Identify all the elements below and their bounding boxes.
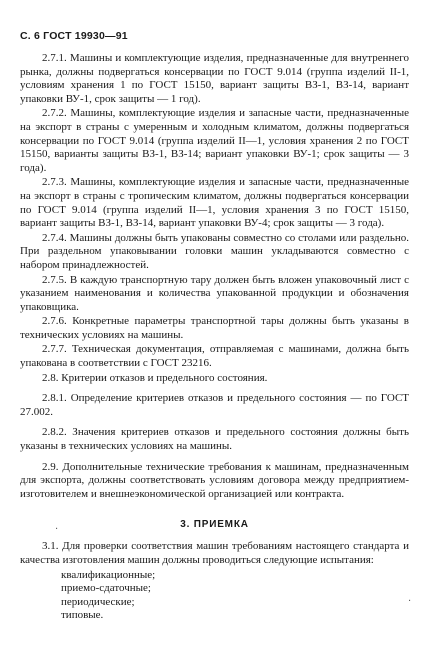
paragraph-2-7-5: 2.7.5. В каждую транспортную тару должен быть вложен упаковочный лист с указанием наименования и количества упакованной продукции и обозначения упаковщика.	[20, 273, 409, 313]
paragraph-2-8-1: 2.8.1. Определение критериев отказов и предельного состояния — по ГОСТ 27.002.	[20, 392, 409, 418]
list-item: приемо-сдаточные;	[61, 582, 151, 595]
document-body	[20, 52, 412, 623]
paragraph-2-7-7: 2.7.7. Техническая документация, отправляемая с машинами, должна быть упакована в соответствии с ГОСТ 23216.	[20, 343, 409, 370]
paragraph-2-7-1: 2.7.1. Машины и комплектующие изделия, предназначенные для внутреннего рынка, должны подвергаться консервации по ГОСТ 9.014 (группа изделий II-1, условиям хранения 1 по ГОСТ 15150, вариант защиты ВЗ-1, ВЗ-14, вариант упаковки ВУ-1, срок защиты — 1 год).	[20, 52, 409, 105]
test-types-list	[20, 568, 412, 623]
page-header: С. 6 ГОСТ 19930—91	[20, 30, 128, 42]
list-item: периодические;	[61, 595, 135, 608]
scan-speck: ·	[408, 596, 412, 607]
paragraph-2-7-3: 2.7.3. Машины, комплектующие изделия и запасные части, предназначенные на экспорт в страны с тропическим климатом, должны подвергаться консервации по ГОСТ 9.014 (группа изделий II—1, условия хранения 3 по ГОСТ 15150, вариант защиты ВЗ-1, ВЗ-14, вариант упаковки ВУ-4; срок защиты — 3 года).	[20, 176, 409, 230]
paragraph-2-9: 2.9. Дополнительные технические требования к машинам, предназначенным для экспорта, должны соответствовать условиям договора между предприятием-изготовителем и внешнеэкономической организацией или контракта.	[20, 460, 409, 500]
scan-speck: ·	[55, 524, 59, 535]
paragraph-2-7-4: 2.7.4. Машины должны быть упакованы совместно со столами или раздельно. При раздельном упаковывании головки машин укладываются совместно с набором принадлежностей.	[20, 231, 409, 271]
paragraph-2-8-2: 2.8.2. Значения критериев отказов и предельного состояния должны быть указаны в технических условиях на машины.	[20, 426, 409, 453]
section-title: 3. ПРИЕМКА	[180, 519, 249, 531]
paragraph-2-7-6: 2.7.6. Конкретные параметры транспортной тары должны быть указаны в технических условиях на машины.	[20, 315, 409, 341]
paragraph-2-8: 2.8. Критерии отказов и предельного состояния.	[42, 371, 268, 384]
paragraph-3-1: 3.1. Для проверки соответствия машин требованиям настоящего стандарта и качества изготовления машин должны проводиться следующие испытания:	[20, 540, 409, 566]
paragraph-2-7-2: 2.7.2. Машины, комплектующие изделия и запасные части, предназначенные на экспорт в страны с умеренным и холодным климатом, должны подвергаться консервации по ГОСТ 9.014 (группа изделий II—1, условия хранения 2 по ГОСТ 15150, варианты защиты ВЗ-1, ВЗ-14; вариант упаковки ВУ-1; срок защиты — 3 года).	[20, 107, 409, 174]
list-item: квалификационные;	[61, 568, 156, 581]
list-item: типовые.	[61, 609, 104, 622]
